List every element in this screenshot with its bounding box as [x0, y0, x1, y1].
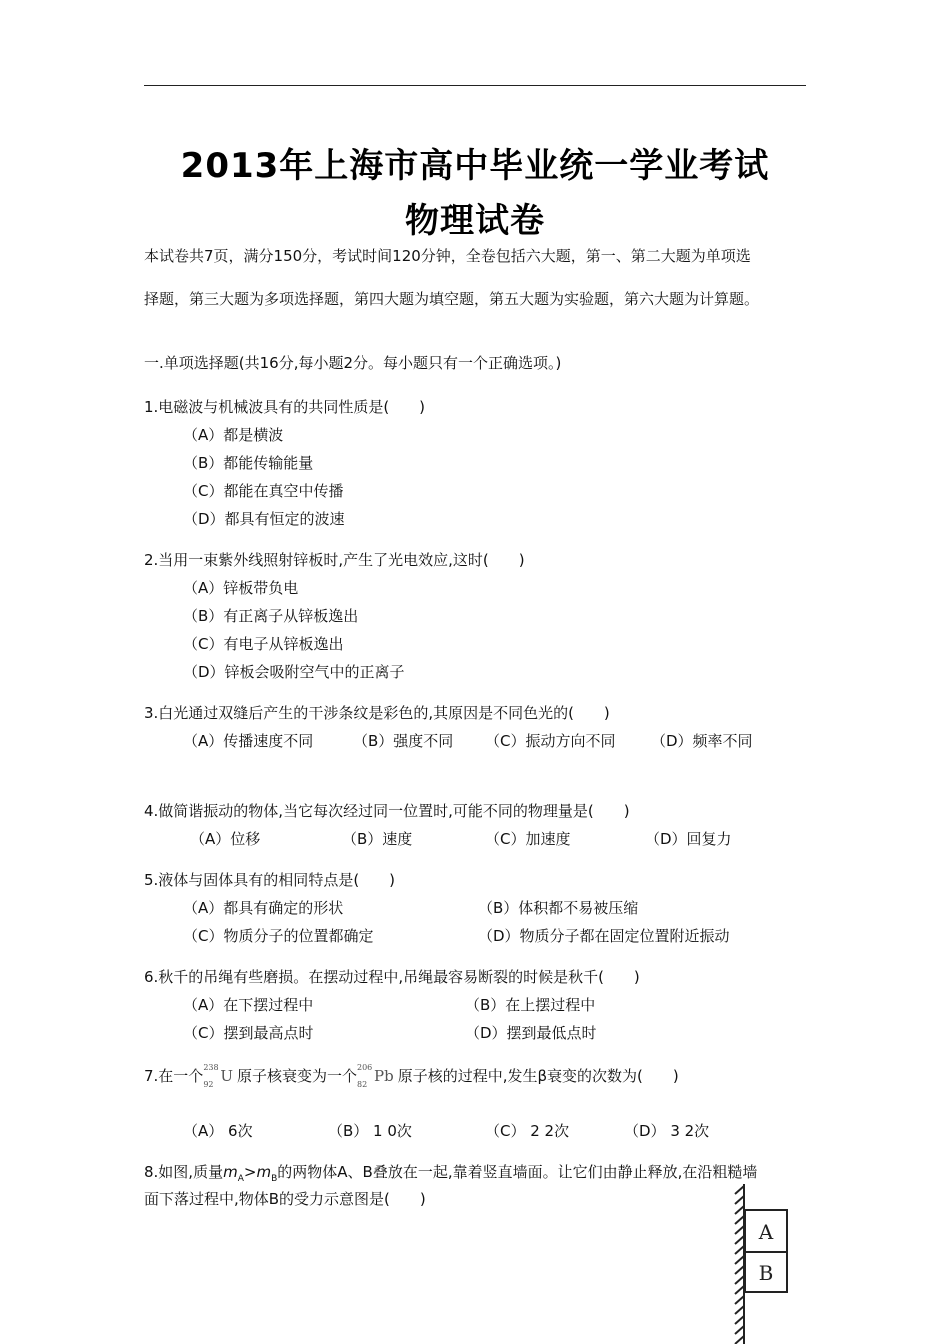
section-heading: 一.单项选择题(共16分,每小题2分。每小题只有一个正确选项。): [144, 354, 562, 372]
question-4-option-a: （A）位移: [190, 830, 261, 848]
question-5-stem: 5.液体与固体具有的相同特点是( ): [144, 871, 396, 889]
question-7-text-1: 7.在一个: [144, 1067, 204, 1085]
question-7-option-c: （C） 2 2次: [485, 1122, 570, 1140]
intro-line-1: 本试卷共7页，满分150分，考试时间120分钟，全卷包括六大题，第一、第二大题为单项选: [144, 247, 751, 265]
question-3-stem: 3.白光通过双缝后产生的干涉条纹是彩色的,其原因是不同色光的( ): [144, 704, 610, 722]
exam-title: 2013年上海市高中毕业统一学业考试: [180, 146, 770, 186]
question-7-option-d: （D） 3 2次: [624, 1122, 710, 1140]
question-2-stem: 2.当用一束紫外线照射锌板时,产生了光电效应,这时( ): [144, 551, 525, 569]
question-7-option-b: （B） 1 0次: [328, 1122, 412, 1140]
question-6-option-b: （B）在上摆过程中: [465, 996, 596, 1014]
question-1-option-d: （D）都具有恒定的波速: [183, 510, 345, 528]
question-5-option-a: （A）都具有确定的形状: [183, 899, 344, 917]
question-7-stem: [144, 1063, 679, 1089]
question-6-option-a: （A）在下摆过程中: [183, 996, 314, 1014]
uranium-nuclide: 238 92 U: [203, 1063, 233, 1089]
question-8-stem-line-2: 面下落过程中,物体B的受力示意图是( ): [144, 1190, 426, 1208]
question-3-option-a: （A）传播速度不同: [183, 732, 314, 750]
question-2-option-b: （B）有正离子从锌板逸出: [183, 607, 359, 625]
question-6-option-d: （D）摆到最低点时: [465, 1024, 597, 1042]
question-5-option-b: （B）体积都不易被压缩: [478, 899, 639, 917]
block-b-label: B: [758, 1261, 774, 1285]
question-8-stem-line-1: 8.如图,质量$m_A>m_B$的两物体A、B叠放在一起,靠着竖直墙面。让它们由静止释放,在沿粗糙墙: [144, 1163, 758, 1184]
question-2-option-a: （A）锌板带负电: [183, 579, 299, 597]
question-2-option-c: （C）有电子从锌板逸出: [183, 635, 344, 653]
question-4-option-c: （C）加速度: [485, 830, 571, 848]
question-4-option-d: （D）回复力: [645, 830, 732, 848]
intro-line-2: 择题，第三大题为多项选择题，第四大题为填空题，第五大题为实验题，第六大题为计算题。: [144, 290, 760, 308]
block-a-label: A: [758, 1220, 774, 1244]
question-7-text-2: 原子核衰变为一个: [236, 1067, 357, 1085]
question-3-option-d: （D）频率不同: [651, 732, 753, 750]
question-1-option-a: （A）都是横波: [183, 426, 284, 444]
question-5-option-c: （C）物质分子的位置都确定: [183, 927, 374, 945]
exam-subtitle: 物理试卷: [405, 201, 545, 241]
question-2-option-d: （D）锌板会吸附空气中的正离子: [183, 663, 405, 681]
question-7-option-a: （A） 6次: [183, 1122, 253, 1140]
question-3-option-c: （C）振动方向不同: [485, 732, 616, 750]
wall-blocks-diagram: [727, 1184, 797, 1344]
question-6-stem: 6.秋千的吊绳有些磨损。在摆动过程中,吊绳最容易断裂的时候是秋千( ): [144, 968, 640, 986]
question-3-option-b: （B）强度不同: [353, 732, 454, 750]
question-1-stem: 1.电磁波与机械波具有的共同性质是( ): [144, 398, 426, 416]
rough-wall: [735, 1184, 744, 1344]
question-7-text-3: 原子核的过程中,发生β衰变的次数为( ): [397, 1067, 679, 1085]
question-5-option-d: （D）物质分子都在固定位置附近振动: [478, 927, 730, 945]
header-rule: [144, 85, 806, 86]
question-6-option-c: （C）摆到最高点时: [183, 1024, 314, 1042]
question-1-option-c: （C）都能在真空中传播: [183, 482, 344, 500]
question-4-stem: 4.做简谐振动的物体,当它每次经过同一位置时,可能不同的物理量是( ): [144, 802, 630, 820]
question-4-option-b: （B）速度: [342, 830, 413, 848]
question-1-option-b: （B）都能传输能量: [183, 454, 314, 472]
lead-nuclide: 206 82 Pb: [356, 1063, 394, 1089]
